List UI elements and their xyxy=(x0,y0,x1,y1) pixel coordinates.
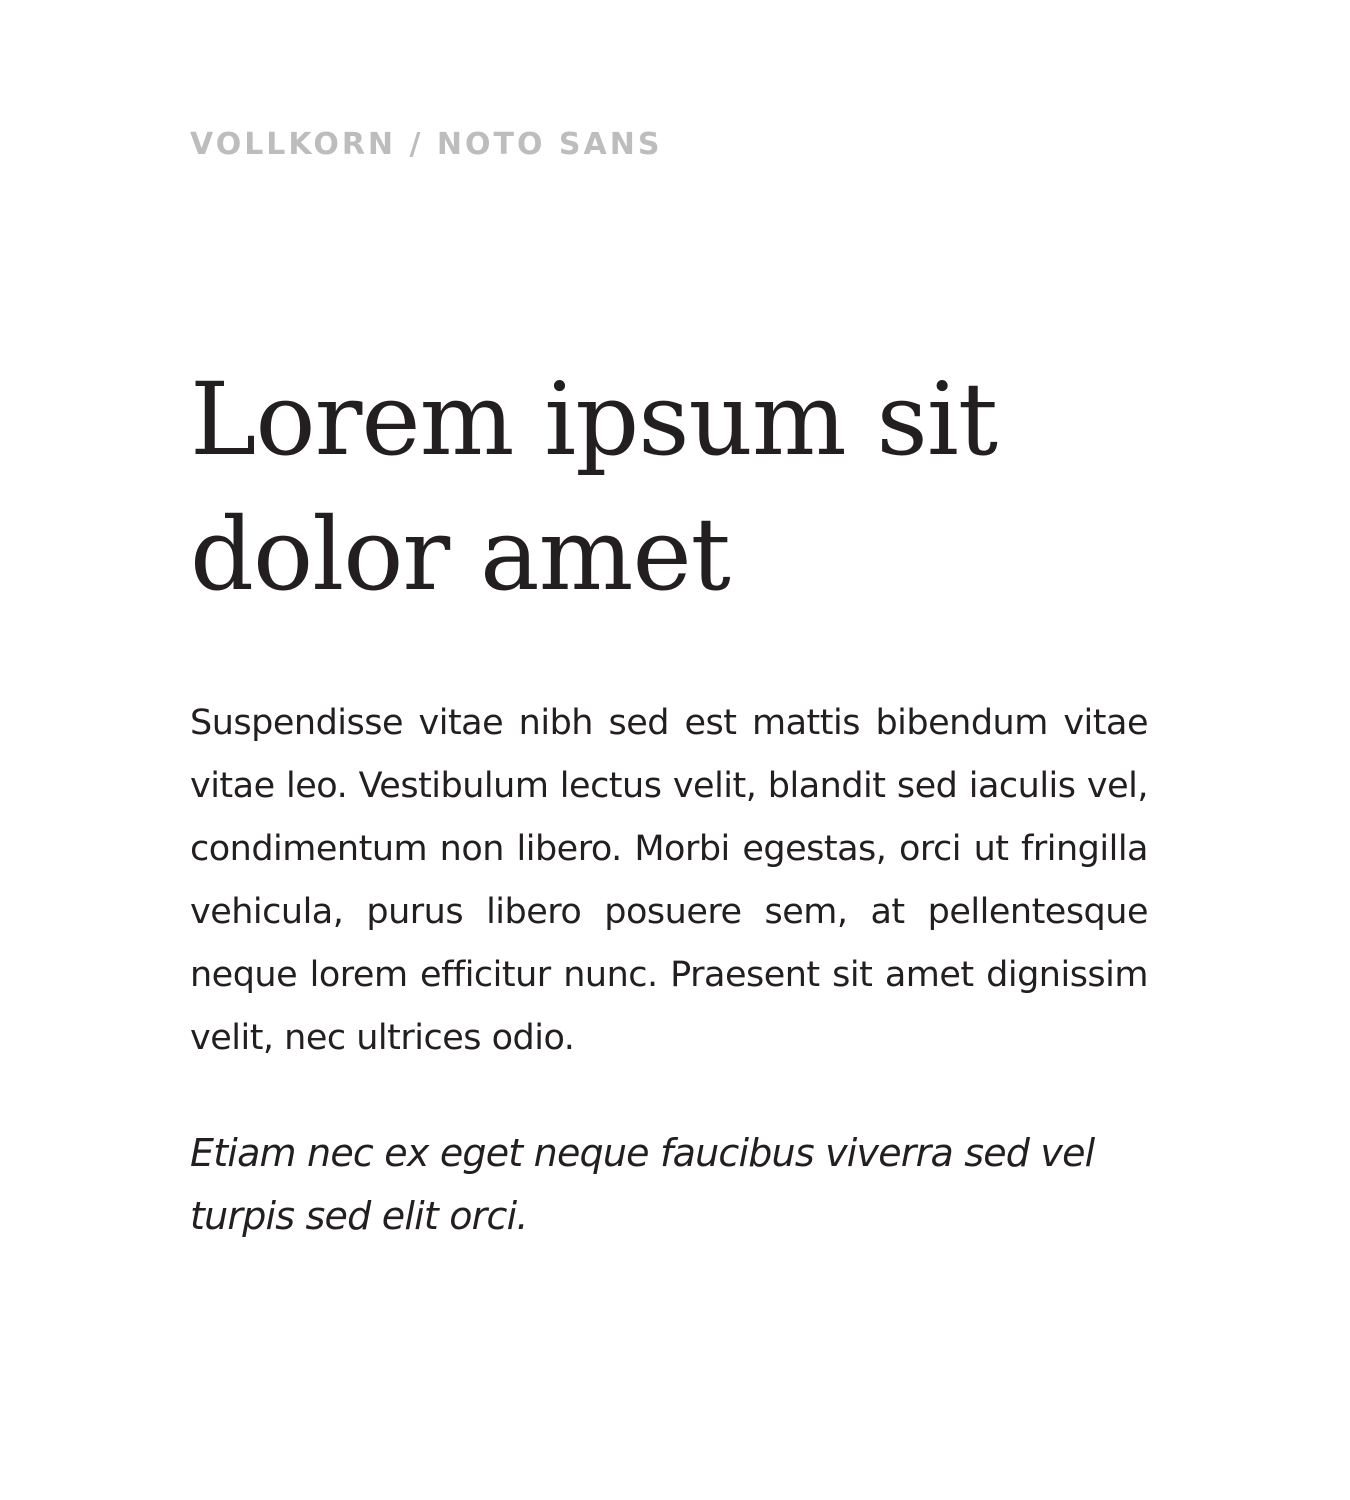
font-pairing-label: VOLLKORN / NOTO SANS xyxy=(190,127,663,162)
italic-paragraph: Etiam nec ex eget neque faucibus viverra sed vel turpis sed elit orci. xyxy=(190,1131,1095,1238)
headline: Lorem ipsum sit dolor amet xyxy=(190,361,998,613)
body-paragraph: Suspendisse vitae nibh sed est mattis bibendum vitae vitae leo. Vestibulum lectus velit, blandit sed iaculis vel, condimentum non libero. Morbi egestas, orci ut fringilla vehicula, purus libero posuere sem, at pellentesque neque lorem efficitur nunc. Praesent sit amet dignissim velit, nec ultrices odio. xyxy=(190,703,1148,1058)
